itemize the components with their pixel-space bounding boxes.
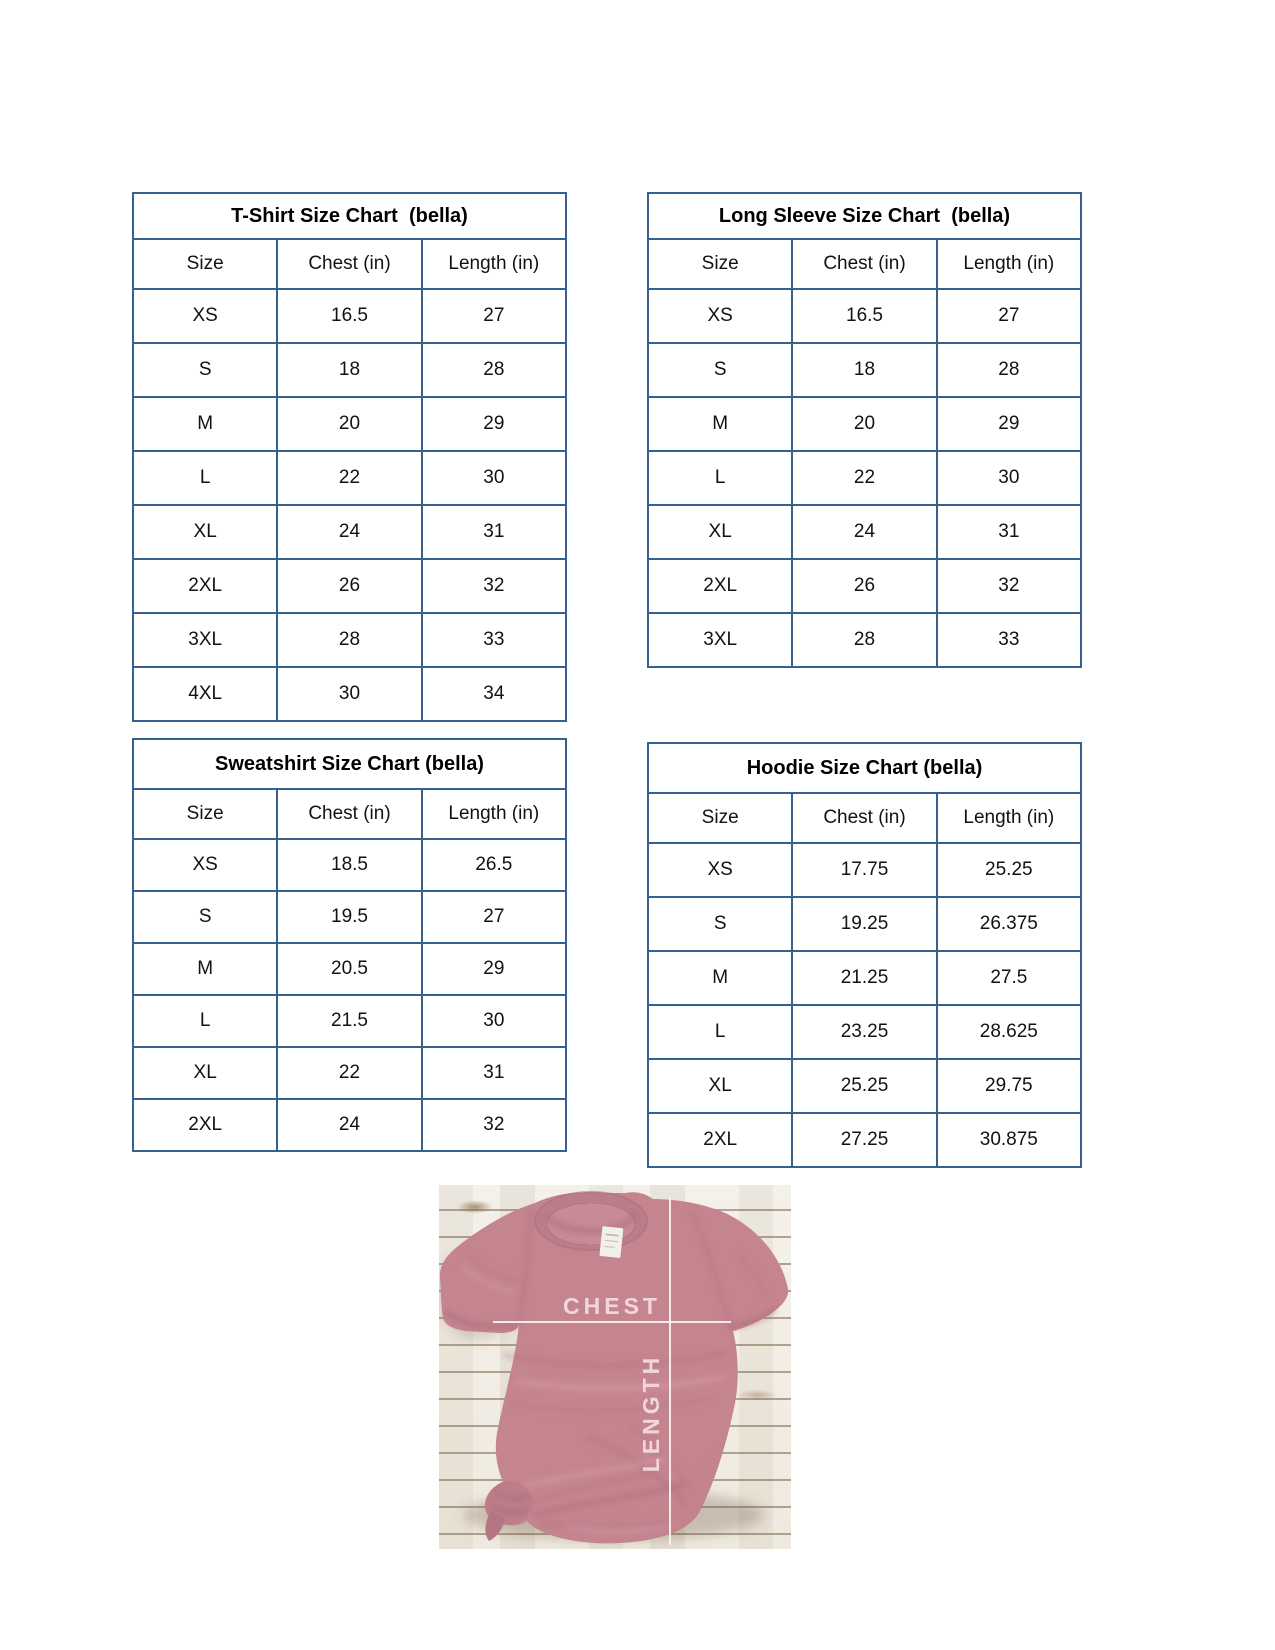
table-title-row: [648, 193, 1081, 239]
table-cell: 24: [277, 505, 421, 559]
table-cell: M: [648, 397, 792, 451]
table-row: [648, 289, 1081, 343]
column-header: Chest (in): [277, 239, 421, 289]
table-cell: XL: [648, 505, 792, 559]
table-cell: 31: [422, 1047, 566, 1099]
table-cell: M: [648, 951, 792, 1005]
chest-label: CHEST: [563, 1293, 661, 1319]
table-cell: L: [133, 451, 277, 505]
table-row: [133, 1099, 566, 1151]
table-cell: 19.25: [792, 897, 936, 951]
table-cell: 31: [422, 505, 566, 559]
table-cell: 28: [792, 613, 936, 667]
table-cell: 26.5: [422, 839, 566, 891]
table-title-row: [133, 739, 566, 789]
table-cell: 33: [937, 613, 1081, 667]
table-cell: 24: [792, 505, 936, 559]
column-header: Size: [133, 789, 277, 839]
table-cell: 30: [277, 667, 421, 721]
table-row: [648, 559, 1081, 613]
table-cell: 30.875: [937, 1113, 1081, 1167]
table-cell: XS: [133, 289, 277, 343]
chest-line: [493, 1321, 731, 1323]
table-cell: 16.5: [792, 289, 936, 343]
table-cell: 17.75: [792, 843, 936, 897]
table-title-row: [648, 743, 1081, 793]
table-cell: 29.75: [937, 1059, 1081, 1113]
table-cell: 29: [422, 397, 566, 451]
table-title: Sweatshirt Size Chart (bella): [133, 739, 566, 789]
column-header: Length (in): [937, 239, 1081, 289]
size-table-tshirt: [132, 192, 567, 722]
column-header: Size: [133, 239, 277, 289]
brand-tag: [599, 1226, 623, 1258]
shirt-photo: [439, 1185, 791, 1549]
table-cell: 29: [422, 943, 566, 995]
table-row: [648, 397, 1081, 451]
table-cell: 4XL: [133, 667, 277, 721]
table-row: [133, 667, 566, 721]
table-cell: 31: [937, 505, 1081, 559]
table-header-row: [648, 239, 1081, 289]
table-row: [648, 1005, 1081, 1059]
table-row: [133, 613, 566, 667]
table-row: [648, 343, 1081, 397]
column-header: Length (in): [937, 793, 1081, 843]
table-cell: L: [648, 1005, 792, 1059]
table-cell: 27.25: [792, 1113, 936, 1167]
table-cell: 21.5: [277, 995, 421, 1047]
table-cell: 2XL: [133, 1099, 277, 1151]
table-cell: 28: [422, 343, 566, 397]
table-cell: XS: [648, 289, 792, 343]
table-cell: 32: [422, 559, 566, 613]
table-cell: XS: [648, 843, 792, 897]
table-cell: 2XL: [133, 559, 277, 613]
table-row: [133, 397, 566, 451]
table-cell: 28: [937, 343, 1081, 397]
table-title: Long Sleeve Size Chart (bella): [648, 193, 1081, 239]
column-header: Length (in): [422, 789, 566, 839]
table-cell: 3XL: [648, 613, 792, 667]
table-cell: 18.5: [277, 839, 421, 891]
table-cell: L: [133, 995, 277, 1047]
table-cell: 32: [937, 559, 1081, 613]
table-cell: 25.25: [792, 1059, 936, 1113]
column-header: Chest (in): [792, 793, 936, 843]
table-row: [648, 897, 1081, 951]
table-cell: 33: [422, 613, 566, 667]
table-cell: 26: [792, 559, 936, 613]
table-cell: S: [648, 343, 792, 397]
table-cell: 26.375: [937, 897, 1081, 951]
table-row: [648, 951, 1081, 1005]
table-cell: 3XL: [133, 613, 277, 667]
table-title-row: [133, 193, 566, 239]
table-cell: M: [133, 397, 277, 451]
table-cell: 30: [422, 995, 566, 1047]
table-cell: 18: [277, 343, 421, 397]
table-cell: S: [133, 343, 277, 397]
table-cell: 20: [277, 397, 421, 451]
table-row: [133, 343, 566, 397]
shirt-graphic: [439, 1185, 791, 1549]
size-table-hoodie: [647, 742, 1082, 1168]
table-cell: 27: [422, 891, 566, 943]
column-header: Chest (in): [277, 789, 421, 839]
table-cell: 27: [422, 289, 566, 343]
table-cell: 25.25: [937, 843, 1081, 897]
table-cell: 27: [937, 289, 1081, 343]
table-row: [648, 505, 1081, 559]
column-header: Length (in): [422, 239, 566, 289]
table-cell: 22: [277, 1047, 421, 1099]
table-cell: 29: [937, 397, 1081, 451]
table-cell: 20.5: [277, 943, 421, 995]
table-row: [133, 451, 566, 505]
table-row: [648, 843, 1081, 897]
table-cell: 22: [277, 451, 421, 505]
length-label: LENGTH: [638, 1353, 664, 1473]
table-cell: 2XL: [648, 1113, 792, 1167]
table-cell: S: [648, 897, 792, 951]
table-row: [648, 451, 1081, 505]
table-cell: XL: [648, 1059, 792, 1113]
table-cell: XL: [133, 505, 277, 559]
table-title: T-Shirt Size Chart (bella): [133, 193, 566, 239]
table-row: [133, 1047, 566, 1099]
table-cell: XL: [133, 1047, 277, 1099]
table-cell: 23.25: [792, 1005, 936, 1059]
table-cell: L: [648, 451, 792, 505]
table-row: [648, 1113, 1081, 1167]
column-header: Chest (in): [792, 239, 936, 289]
table-cell: 18: [792, 343, 936, 397]
table-cell: 16.5: [277, 289, 421, 343]
table-cell: 28: [277, 613, 421, 667]
table-cell: 28.625: [937, 1005, 1081, 1059]
table-row: [133, 505, 566, 559]
table-cell: 2XL: [648, 559, 792, 613]
table-header-row: [648, 793, 1081, 843]
table-cell: 34: [422, 667, 566, 721]
table-header-row: [133, 789, 566, 839]
size-table-sweatshirt: [132, 738, 567, 1152]
table-cell: 20: [792, 397, 936, 451]
size-table-longsleeve: [647, 192, 1082, 668]
table-header-row: [133, 239, 566, 289]
table-row: [133, 891, 566, 943]
column-header: Size: [648, 793, 792, 843]
table-cell: 22: [792, 451, 936, 505]
table-row: [133, 839, 566, 891]
table-cell: 21.25: [792, 951, 936, 1005]
table-cell: S: [133, 891, 277, 943]
table-row: [133, 995, 566, 1047]
table-row: [133, 559, 566, 613]
table-cell: 30: [937, 451, 1081, 505]
table-cell: 30: [422, 451, 566, 505]
table-cell: 27.5: [937, 951, 1081, 1005]
table-cell: 32: [422, 1099, 566, 1151]
table-cell: 26: [277, 559, 421, 613]
table-title: Hoodie Size Chart (bella): [648, 743, 1081, 793]
table-row: [133, 943, 566, 995]
table-cell: XS: [133, 839, 277, 891]
length-line: [669, 1198, 671, 1545]
table-row: [648, 613, 1081, 667]
column-header: Size: [648, 239, 792, 289]
table-cell: 24: [277, 1099, 421, 1151]
table-row: [133, 289, 566, 343]
table-cell: M: [133, 943, 277, 995]
table-cell: 19.5: [277, 891, 421, 943]
table-row: [648, 1059, 1081, 1113]
